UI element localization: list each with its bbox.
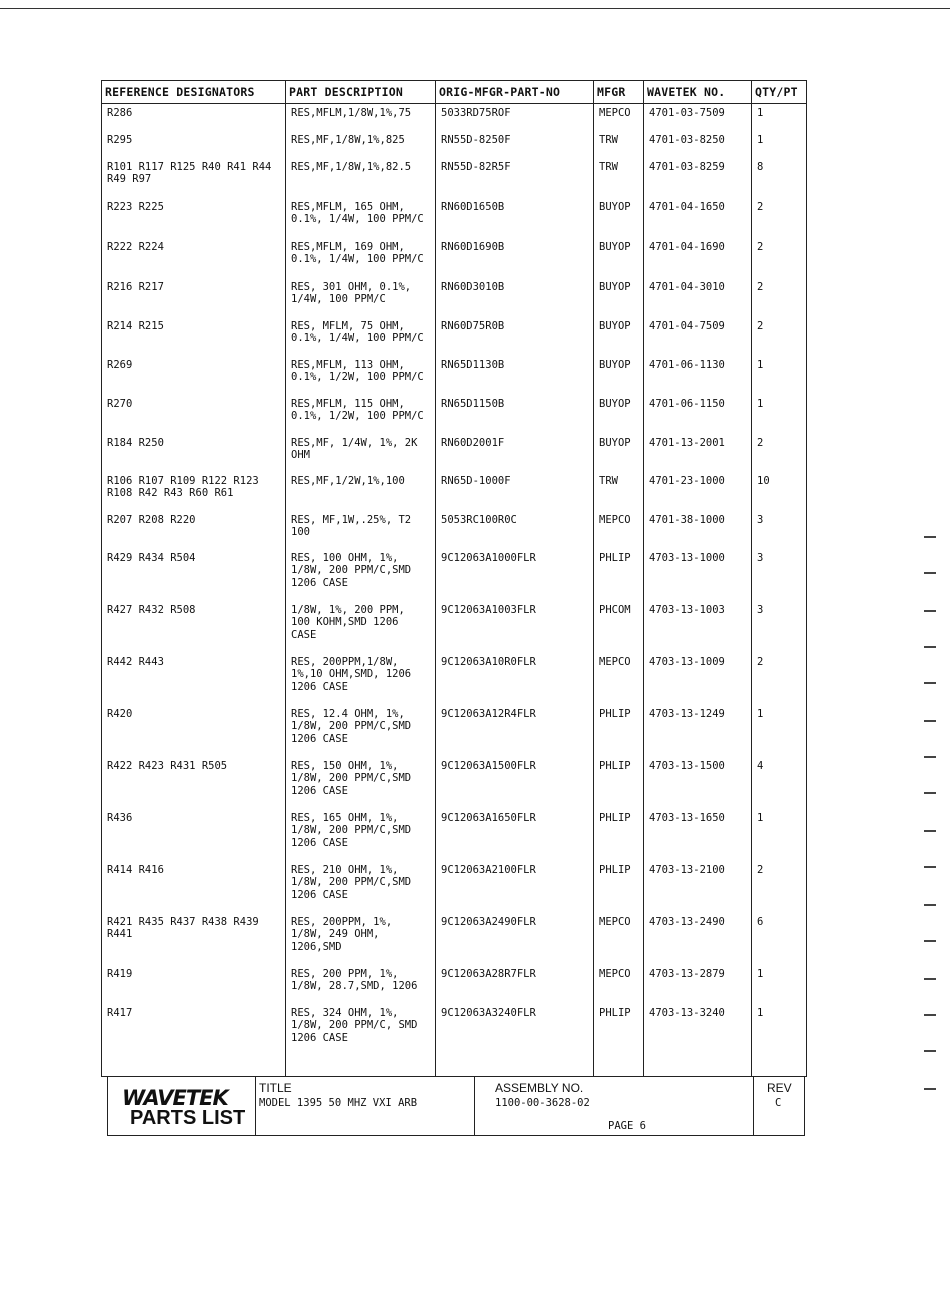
cell-mfgr: MEPCO <box>594 653 644 705</box>
table-row <box>102 511 807 549</box>
filler-cell <box>286 1056 436 1077</box>
cell-wavetek-no: 4701-06-1150 <box>644 395 752 434</box>
col-header-reference: REFERENCE DESIGNATORS <box>102 81 286 104</box>
table-row <box>102 317 807 356</box>
table-row <box>102 158 807 198</box>
margin-mark <box>924 792 936 794</box>
margin-mark <box>924 646 936 648</box>
cell-mfgr: MEPCO <box>594 511 644 549</box>
cell-reference-designators: R422 R423 R431 R505 <box>102 757 286 809</box>
margin-mark <box>924 682 936 684</box>
cell-qty: 3 <box>752 549 807 601</box>
assembly-value: 1100-00-3628-02 <box>495 1097 590 1109</box>
cell-mfgr: BUYOP <box>594 238 644 278</box>
cell-wavetek-no: 4703-13-2879 <box>644 965 752 1004</box>
title-label: TITLE <box>259 1081 292 1095</box>
cell-part-description: RES, 100 OHM, 1%, 1/8W, 200 PPM/C,SMD 1206 CASE <box>286 549 436 601</box>
cell-wavetek-no: 4703-13-1003 <box>644 601 752 653</box>
table-row <box>102 601 807 653</box>
table-row <box>102 809 807 861</box>
col-header-qty: QTY/PT <box>752 81 807 104</box>
cell-orig-mfgr-part-no: 5033RD75ROF <box>436 104 594 131</box>
cell-orig-mfgr-part-no: RN60D3010B <box>436 278 594 317</box>
margin-mark <box>924 720 936 722</box>
cell-reference-designators: R207 R208 R220 <box>102 511 286 549</box>
cell-orig-mfgr-part-no: 5053RC100R0C <box>436 511 594 549</box>
cell-orig-mfgr-part-no: 9C12063A3240FLR <box>436 1004 594 1056</box>
margin-mark <box>924 940 936 942</box>
cell-reference-designators: R222 R224 <box>102 238 286 278</box>
cell-part-description: RES,MFLM, 169 OHM, 0.1%, 1/4W, 100 PPM/C <box>286 238 436 278</box>
cell-mfgr: MEPCO <box>594 913 644 965</box>
cell-qty: 1 <box>752 965 807 1004</box>
col-header-part-no: ORIG-MFGR-PART-NO <box>436 81 594 104</box>
table-row <box>102 278 807 317</box>
margin-mark <box>924 536 936 538</box>
cell-reference-designators: R417 <box>102 1004 286 1056</box>
cell-orig-mfgr-part-no: 9C12063A1650FLR <box>436 809 594 861</box>
cell-wavetek-no: 4703-13-1009 <box>644 653 752 705</box>
cell-mfgr: PHLIP <box>594 809 644 861</box>
table-row <box>102 238 807 278</box>
top-rule <box>0 8 950 9</box>
cell-part-description: RES, MFLM, 75 OHM, 0.1%, 1/4W, 100 PPM/C <box>286 317 436 356</box>
margin-mark <box>924 756 936 758</box>
cell-orig-mfgr-part-no: 9C12063A10R0FLR <box>436 653 594 705</box>
table-row <box>102 965 807 1004</box>
cell-part-description: RES, 150 OHM, 1%, 1/8W, 200 PPM/C,SMD 1206 CASE <box>286 757 436 809</box>
cell-part-description: RES,MFLM,1/8W,1%,75 <box>286 104 436 131</box>
table-row <box>102 653 807 705</box>
cell-reference-designators: R270 <box>102 395 286 434</box>
table-row <box>102 913 807 965</box>
cell-wavetek-no: 4703-13-1650 <box>644 809 752 861</box>
cell-qty: 1 <box>752 104 807 131</box>
cell-mfgr: PHLIP <box>594 757 644 809</box>
title-value: MODEL 1395 50 MHZ VXI ARB <box>259 1097 418 1109</box>
col-header-wavetek-no: WAVETEK NO. <box>644 81 752 104</box>
cell-mfgr: MEPCO <box>594 965 644 1004</box>
margin-mark <box>924 572 936 574</box>
margin-mark <box>924 1050 936 1052</box>
cell-mfgr: MEPCO <box>594 104 644 131</box>
cell-wavetek-no: 4703-13-2100 <box>644 861 752 913</box>
table-row <box>102 198 807 238</box>
cell-part-description: RES, 324 OHM, 1%, 1/8W, 200 PPM/C, SMD 1206 CASE <box>286 1004 436 1056</box>
table-row <box>102 861 807 913</box>
table-row <box>102 356 807 395</box>
cell-orig-mfgr-part-no: 9C12063A1500FLR <box>436 757 594 809</box>
cell-wavetek-no: 4701-04-7509 <box>644 317 752 356</box>
cell-part-description: RES, MF,1W,.25%, T2 100 <box>286 511 436 549</box>
title-block <box>107 1076 805 1136</box>
cell-qty: 2 <box>752 317 807 356</box>
cell-reference-designators: R106 R107 R109 R122 R123 R108 R42 R43 R60 R61 <box>102 472 286 511</box>
cell-wavetek-no: 4703-13-1249 <box>644 705 752 757</box>
cell-qty: 4 <box>752 757 807 809</box>
col-header-description: PART DESCRIPTION <box>286 81 436 104</box>
cell-orig-mfgr-part-no: RN65D-1000F <box>436 472 594 511</box>
title-block-title-cell <box>256 1077 475 1135</box>
cell-part-description: RES, 301 OHM, 0.1%, 1/4W, 100 PPM/C <box>286 278 436 317</box>
filler-cell <box>594 1056 644 1077</box>
cell-wavetek-no: 4701-38-1000 <box>644 511 752 549</box>
cell-orig-mfgr-part-no: RN55D-8250F <box>436 131 594 158</box>
parts-table-container <box>101 80 806 1077</box>
col-header-mfgr: MFGR <box>594 81 644 104</box>
cell-reference-designators: R214 R215 <box>102 317 286 356</box>
cell-reference-designators: R414 R416 <box>102 861 286 913</box>
cell-mfgr: PHLIP <box>594 1004 644 1056</box>
cell-reference-designators: R216 R217 <box>102 278 286 317</box>
cell-wavetek-no: 4703-13-3240 <box>644 1004 752 1056</box>
parts-table <box>101 80 807 1077</box>
rev-label: REV <box>767 1081 792 1095</box>
cell-part-description: RES, 200 PPM, 1%, 1/8W, 28.7,SMD, 1206 <box>286 965 436 1004</box>
cell-wavetek-no: 4701-13-2001 <box>644 434 752 472</box>
cell-orig-mfgr-part-no: RN60D75R0B <box>436 317 594 356</box>
rev-value: C <box>775 1097 782 1109</box>
cell-mfgr: PHLIP <box>594 705 644 757</box>
cell-mfgr: BUYOP <box>594 356 644 395</box>
cell-wavetek-no: 4701-04-3010 <box>644 278 752 317</box>
cell-qty: 3 <box>752 601 807 653</box>
cell-part-description: RES, 12.4 OHM, 1%, 1/8W, 200 PPM/C,SMD 1206 CASE <box>286 705 436 757</box>
cell-reference-designators: R101 R117 R125 R40 R41 R44 R49 R97 <box>102 158 286 198</box>
cell-wavetek-no: 4701-23-1000 <box>644 472 752 511</box>
cell-part-description: RES,MFLM, 115 OHM, 0.1%, 1/2W, 100 PPM/C <box>286 395 436 434</box>
cell-part-description: RES,MFLM, 165 OHM, 0.1%, 1/4W, 100 PPM/C <box>286 198 436 238</box>
cell-qty: 1 <box>752 131 807 158</box>
cell-mfgr: BUYOP <box>594 434 644 472</box>
cell-reference-designators: R427 R432 R508 <box>102 601 286 653</box>
table-row <box>102 705 807 757</box>
cell-reference-designators: R295 <box>102 131 286 158</box>
cell-mfgr: PHLIP <box>594 861 644 913</box>
cell-orig-mfgr-part-no: RN60D2001F <box>436 434 594 472</box>
cell-mfgr: TRW <box>594 131 644 158</box>
cell-wavetek-no: 4701-03-8250 <box>644 131 752 158</box>
cell-qty: 2 <box>752 278 807 317</box>
cell-part-description: RES, 200PPM,1/8W, 1%,10 OHM,SMD, 1206 1206 CASE <box>286 653 436 705</box>
cell-qty: 2 <box>752 653 807 705</box>
filler-cell <box>436 1056 594 1077</box>
cell-qty: 6 <box>752 913 807 965</box>
cell-part-description: RES, 200PPM, 1%, 1/8W, 249 OHM, 1206,SMD <box>286 913 436 965</box>
margin-mark <box>924 1014 936 1016</box>
cell-wavetek-no: 4701-04-1690 <box>644 238 752 278</box>
cell-mfgr: TRW <box>594 472 644 511</box>
cell-qty: 2 <box>752 434 807 472</box>
cell-orig-mfgr-part-no: RN60D1690B <box>436 238 594 278</box>
cell-part-description: RES,MF,1/8W,1%,82.5 <box>286 158 436 198</box>
cell-qty: 1 <box>752 356 807 395</box>
cell-wavetek-no: 4701-03-7509 <box>644 104 752 131</box>
cell-orig-mfgr-part-no: RN60D1650B <box>436 198 594 238</box>
filler-cell <box>102 1056 286 1077</box>
cell-reference-designators: R420 <box>102 705 286 757</box>
cell-mfgr: BUYOP <box>594 278 644 317</box>
table-row <box>102 395 807 434</box>
filler-cell <box>644 1056 752 1077</box>
cell-qty: 2 <box>752 861 807 913</box>
cell-reference-designators: R286 <box>102 104 286 131</box>
cell-wavetek-no: 4703-13-1000 <box>644 549 752 601</box>
cell-qty: 2 <box>752 198 807 238</box>
cell-reference-designators: R419 <box>102 965 286 1004</box>
cell-orig-mfgr-part-no: RN65D1130B <box>436 356 594 395</box>
cell-wavetek-no: 4701-03-8259 <box>644 158 752 198</box>
title-block-rev-cell <box>754 1077 803 1135</box>
assembly-label: ASSEMBLY NO. <box>495 1081 584 1095</box>
cell-qty: 1 <box>752 1004 807 1056</box>
cell-reference-designators: R442 R443 <box>102 653 286 705</box>
cell-orig-mfgr-part-no: 9C12063A12R4FLR <box>436 705 594 757</box>
cell-orig-mfgr-part-no: RN55D-82R5F <box>436 158 594 198</box>
cell-part-description: 1/8W, 1%, 200 PPM, 100 KOHM,SMD 1206 CASE <box>286 601 436 653</box>
cell-reference-designators: R436 <box>102 809 286 861</box>
cell-part-description: RES,MF,1/8W,1%,825 <box>286 131 436 158</box>
cell-qty: 10 <box>752 472 807 511</box>
cell-part-description: RES, 165 OHM, 1%, 1/8W, 200 PPM/C,SMD 1206 CASE <box>286 809 436 861</box>
cell-part-description: RES,MF, 1/4W, 1%, 2K OHM <box>286 434 436 472</box>
table-header-row <box>102 81 807 104</box>
cell-part-description: RES, 210 OHM, 1%, 1/8W, 200 PPM/C,SMD 1206 CASE <box>286 861 436 913</box>
margin-mark <box>924 610 936 612</box>
document-type-label: PARTS LIST <box>130 1107 246 1129</box>
margin-mark <box>924 866 936 868</box>
parts-table-body <box>102 104 807 1077</box>
margin-mark <box>924 904 936 906</box>
cell-mfgr: PHCOM <box>594 601 644 653</box>
cell-qty: 1 <box>752 395 807 434</box>
cell-qty: 3 <box>752 511 807 549</box>
cell-orig-mfgr-part-no: RN65D1150B <box>436 395 594 434</box>
table-row <box>102 434 807 472</box>
table-row <box>102 104 807 131</box>
table-row <box>102 131 807 158</box>
cell-qty: 1 <box>752 809 807 861</box>
cell-part-description: RES,MFLM, 113 OHM, 0.1%, 1/2W, 100 PPM/C <box>286 356 436 395</box>
cell-reference-designators: R421 R435 R437 R438 R439 R441 <box>102 913 286 965</box>
cell-orig-mfgr-part-no: 9C12063A1000FLR <box>436 549 594 601</box>
page-number: PAGE 6 <box>608 1120 646 1132</box>
table-row <box>102 549 807 601</box>
cell-part-description: RES,MF,1/2W,1%,100 <box>286 472 436 511</box>
cell-wavetek-no: 4701-04-1650 <box>644 198 752 238</box>
cell-mfgr: PHLIP <box>594 549 644 601</box>
cell-qty: 1 <box>752 705 807 757</box>
cell-mfgr: BUYOP <box>594 198 644 238</box>
table-row <box>102 1004 807 1056</box>
filler-cell <box>752 1056 807 1077</box>
cell-orig-mfgr-part-no: 9C12063A28R7FLR <box>436 965 594 1004</box>
cell-mfgr: BUYOP <box>594 395 644 434</box>
cell-reference-designators: R429 R434 R504 <box>102 549 286 601</box>
cell-mfgr: BUYOP <box>594 317 644 356</box>
cell-orig-mfgr-part-no: 9C12063A2100FLR <box>436 861 594 913</box>
cell-orig-mfgr-part-no: 9C12063A1003FLR <box>436 601 594 653</box>
cell-qty: 8 <box>752 158 807 198</box>
table-filler-row <box>102 1056 807 1077</box>
cell-wavetek-no: 4703-13-2490 <box>644 913 752 965</box>
table-row <box>102 757 807 809</box>
table-row <box>102 472 807 511</box>
margin-mark <box>924 830 936 832</box>
cell-reference-designators: R223 R225 <box>102 198 286 238</box>
cell-mfgr: TRW <box>594 158 644 198</box>
cell-qty: 2 <box>752 238 807 278</box>
cell-wavetek-no: 4703-13-1500 <box>644 757 752 809</box>
title-block-assembly-cell <box>475 1077 754 1135</box>
margin-mark <box>924 978 936 980</box>
cell-reference-designators: R184 R250 <box>102 434 286 472</box>
wavetek-logo: WAVETEK <box>122 1086 228 1110</box>
margin-scan-marks <box>924 360 938 1160</box>
cell-wavetek-no: 4701-06-1130 <box>644 356 752 395</box>
cell-reference-designators: R269 <box>102 356 286 395</box>
cell-orig-mfgr-part-no: 9C12063A2490FLR <box>436 913 594 965</box>
title-block-logo-cell <box>108 1077 256 1135</box>
margin-mark <box>924 1088 936 1090</box>
